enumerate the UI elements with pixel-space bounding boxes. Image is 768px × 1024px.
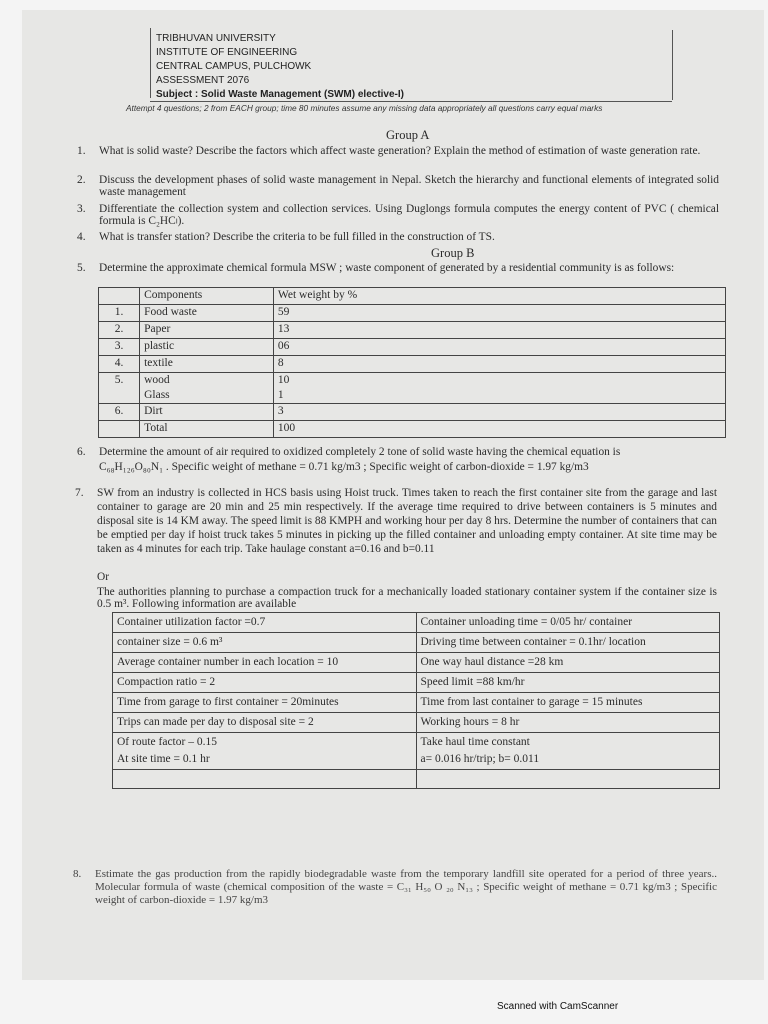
table-header-row [99,288,726,305]
exam-header [156,32,404,102]
table-row [113,653,720,673]
table-row [99,339,726,356]
table-cell [99,421,140,438]
table-cell: 13 [273,322,725,339]
table-row [113,693,720,713]
question-text: SW from an industry is collected in HCS basis using Hoist truck. Times taken to reach the first container site from the garage and last container to garage are 20 min and 25 min respectively. If the average time required to drive between containers is 5 minutes and disposal site is 14 KM away. The speed limit is 88 KMPH and working hour per day 8 hrs. Determine the number of containers that can be emptied per day if hoist truck takes 5 minutes in picking up the filled container and unloading empty container. At site time may be taken as 4 minutes for each trip. Take haulage constant a=0.16 and b=0.11 [97,487,717,555]
question-number: 5. [77,262,86,274]
table-cell: Trips can made per day to disposal site = 2 [113,713,417,733]
table-row [113,713,720,733]
question-2 [77,174,719,198]
table-cell: 100 [273,421,725,438]
table-cell: textile [140,356,274,373]
question-7-alternative [97,586,717,610]
question-number: 8. [73,868,82,880]
subject-line: Subject : Solid Waste Management (SWM) elective-I) [156,89,404,100]
table-cell: plastic [140,339,274,356]
table-cell: Average container number in each location = 10 [113,653,417,673]
scanner-watermark: Scanned with CamScanner [497,1001,619,1012]
header-border-left [150,28,151,98]
question-text: What is solid waste? Describe the factors which affect waste generation? Explain the method of estimation of waste generation rate. [99,145,701,157]
question-text: Differentiate the collection system and collection services. Using Duglongs formula computes the energy content of PVC ( chemical formula is C₂HCₗ). [99,203,719,227]
or-label: Or [97,571,110,583]
table-cell: 59 [273,305,725,322]
group-b-title: Group B [431,246,475,260]
question-number: 3. [77,203,86,215]
table-cell [416,770,720,789]
question-number: 4. [77,231,86,243]
table-cell: Container unloading time = 0/05 hr/ container [416,613,720,633]
table-cell: Food waste [140,305,274,322]
campus-name: CENTRAL CAMPUS, PULCHOWK [156,61,312,72]
table-row [99,305,726,322]
question-3 [77,203,719,227]
table-cell: 6. [99,404,140,421]
table-cell: 5. [99,373,140,404]
table-cell [99,288,140,305]
compaction-truck-data-table [112,612,720,789]
question-6 [77,446,719,473]
table-cell: 3 [273,404,725,421]
table-row [99,322,726,339]
table-cell: 3. [99,339,140,356]
table-row [99,373,726,404]
waste-components-table [98,287,726,438]
weight-value: 10 [277,374,290,386]
assessment-year: ASSESSMENT 2076 [156,75,250,86]
table-cell: container size = 0.6 m³ [113,633,417,653]
institute-name: INSTITUTE OF ENGINEERING [156,47,298,58]
table-cell: Time from garage to first container = 20minutes [113,693,417,713]
header-rule [150,101,672,102]
component-name: wood [144,374,170,386]
question-5 [77,262,719,274]
table-cell: 2. [99,322,140,339]
question-number: 1. [77,145,86,157]
question-4 [77,231,719,243]
table-row [99,356,726,373]
table-cell: Time from last container to garage = 15 minutes [416,693,720,713]
question-text: Discuss the development phases of solid waste management in Nepal. Sketch the hierarchy and functional elements of integrated solid waste management [99,174,719,198]
table-cell: Take haul time constant a= 0.016 hr/trip; b= 0.011 [416,733,720,770]
weight-value: 1 [277,389,284,401]
university-name: TRIBHUVAN UNIVERSITY [156,33,276,44]
table-cell: One way haul distance =28 km [416,653,720,673]
question-text: What is transfer station? Describe the criteria to be full filled in the construction of TS. [99,231,495,243]
table-cell: Dirt [140,404,274,421]
table-row [113,770,720,789]
table-cell: Of route factor – 0.15 At site time = 0.1 hr [113,733,417,770]
table-cell: Driving time between container = 0.1hr/ location [416,633,720,653]
question-text: The authorities planning to purchase a compaction truck for a mechanically loaded stationary container system if the container size is 0.5 m³. Following information are available [97,586,717,610]
question-1 [77,145,719,157]
table-cell [140,373,274,404]
table-cell: Paper [140,322,274,339]
question-text-line: Determine the amount of air required to oxidized completely 2 tone of solid waste having the chemical equation is [99,446,621,458]
table-cell: Container utilization factor =0.7 [113,613,417,633]
table-cell: 1. [99,305,140,322]
question-text: Estimate the gas production from the rapidly biodegradable waste from the temporary landfill site operated for a period of three years.. Molecular formula of waste (chemical composition of the waste = C₃₁ H₅₀ O ₂₀ N₁₃ ; Specific weight of methane = 0.71 kg/m3 ; Specific weight of carbon-dioxide = 1.97 kg/m3 [95,868,717,906]
table-row [113,673,720,693]
table-cell: Working hours = 8 hr [416,713,720,733]
table-total-row [99,421,726,438]
question-text-line: C₆₈H₁₂₆O₈₀N₁ . Specific weight of methane = 0.71 kg/m3 ; Specific weight of carbon-dioxide = 1.97 kg/m3 [99,461,589,473]
header-border-right [672,30,673,100]
table-row [113,633,720,653]
table-cell: 4. [99,356,140,373]
question-8 [73,868,717,907]
table-cell: Total [140,421,274,438]
question-7 [75,487,717,557]
table-cell: 06 [273,339,725,356]
table-row [113,733,720,770]
table-header-cell: Components [140,288,274,305]
table-row [99,404,726,421]
table-cell: 8 [273,356,725,373]
question-number: 6. [77,446,86,458]
instructions: Attempt 4 questions; 2 from EACH group; time 80 minutes assume any missing data appropriately all questions carry equal marks [126,103,603,113]
table-cell: Compaction ratio = 2 [113,673,417,693]
table-cell [113,770,417,789]
table-header-cell: Wet weight by % [273,288,725,305]
question-number: 2. [77,174,86,186]
group-a-title: Group A [386,128,430,142]
table-cell: Speed limit =88 km/hr [416,673,720,693]
question-text: Determine the approximate chemical formula MSW ; waste component of generated by a residential community is as follows: [99,262,675,274]
table-cell [273,373,725,404]
table-row [113,613,720,633]
component-name: Glass [144,389,170,401]
question-number: 7. [75,487,84,499]
